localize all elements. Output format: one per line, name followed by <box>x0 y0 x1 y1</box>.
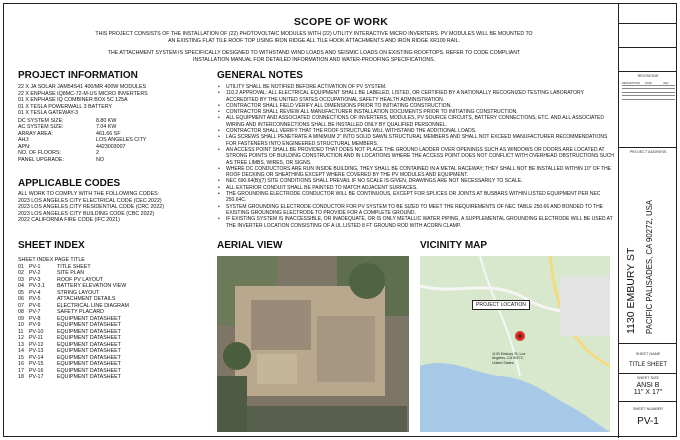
equipment-item: 01 X TESLA GATEWAY-3 <box>18 110 78 116</box>
sheet-index-title: EQUIPMENT DATASHEET <box>57 367 121 374</box>
project-location-callout: PROJECT LOCATION <box>472 300 530 310</box>
sheet-index-code: PV-11 <box>29 335 44 341</box>
code-item: 2023 LOS ANGELES CITY BUILDING CODE (CBC 2022) <box>18 210 155 217</box>
field-value: LOS ANGELES CITY <box>96 137 147 143</box>
sheet-index-number: 01 <box>18 263 24 270</box>
sheet-index-number: 02 <box>18 270 24 276</box>
field-value: 7.04 KW <box>96 124 117 130</box>
sheet-index-code: PV-13 <box>29 348 44 354</box>
pin-label-line-1: 1130 Embury St, Los <box>492 352 526 356</box>
sheet-size-block <box>619 374 677 402</box>
field-value: 461.66 SF <box>96 130 121 137</box>
note-item: • AN ACCESS POINT SHALL BE PROVIDED THAT DOES NOT PLACE THE GROUND LADDER OVER OPENINGS SUCH AS WINDOWS OR DOORS ARE LOCATED AT STRONG POINTS OF BUILDING CONSTRUCTION AND IN LOCATIONS WHERE THE ACCESS POINT DOES NOT CONFLICT WITH OVERHEAD OBSTRUCTIONS SUCH AS TREE LIMBS, WIRES, OR SIGNS. <box>217 147 615 166</box>
vicinity-map <box>420 256 610 432</box>
sheet-index-number: 04 <box>18 283 24 289</box>
sheet-index-number: 18 <box>18 374 24 380</box>
sheet-index-number: 03 <box>18 276 24 283</box>
sheet-index-title: SITE PLAN <box>57 270 85 276</box>
note-item: • LAG SCREWS SHALL PENETRATE A MINIMUM 2" INTO SOLID SAWN STRUCTURAL MEMBERS AND SHALL NOT EXCEED MANUFACTURER RECOMMENDATIONS FOR FASTENERS INTO ENGINEERED STRUCTURAL MEMBERS. <box>217 134 615 147</box>
field-key: DC SYSTEM SIZE: <box>18 117 64 124</box>
sheet-index-number: 13 <box>18 341 24 348</box>
address-line-2: PACIFIC PALISADES, CA 90272, USA <box>645 199 654 334</box>
rev-col-date: DATE <box>645 82 652 85</box>
scope-title: SCOPE OF WORK <box>293 16 389 28</box>
vicinity-map-image <box>420 256 610 432</box>
sheet-index-title: EQUIPMENT DATASHEET <box>57 341 121 348</box>
note-item: • WHERE DC CONDUCTORS ARE RUN INSIDE BUILDING, THEY SHALL BE CONTAINED IN A METAL RACEWAY; THEY SHALL NOT BE INSTALLED WITHIN 10" OF THE ROOF DECKING OR SHEATHING EXCEPT WHERE COVERED BY THE PV MODULES AND EQUIPMENT. <box>217 166 615 179</box>
sheet-index-title: ELECTRICAL LINE DIAGRAM <box>57 302 129 309</box>
general-notes <box>217 70 615 229</box>
equipment-item: 22 X ENPHASE IQ8MC-72-M-US MICRO INVERTERS <box>18 90 148 97</box>
sheet-index-title: ROOF PV LAYOUT <box>57 276 104 283</box>
sheet-index-number: 08 <box>18 309 24 315</box>
note-item: • SYSTEM GROUNDING ELECTRODE CONDUCTOR FOR PV SYSTEM TO BE SIZED TO MEET THE REQUIREMENTS OF NEC TABLE 250.66 AND BONDED TO THE EXISTING GROUNDING ELECTRODE TO PROVIDE FOR A COMPLETE GROUND. <box>217 204 615 217</box>
sheet-index-title: BATTERY ELEVATION VIEW <box>57 283 127 289</box>
sheet-index-code: PV-10 <box>29 328 44 335</box>
sheet-index-number: 17 <box>18 367 24 374</box>
note-item: • CONTRACTOR SHALL FIELD VERIFY ALL DIMENSIONS PRIOR TO INITIATING CONSTRUCTION. <box>217 103 615 109</box>
note-item: • IF EXISTING SYSTEM IS INACCESSIBLE, OR INADEQUATE, OR IS ONLY METALLIC WATER PIPING, A SUPPLEMENTAL GROUNDING ELECTRODE WILL BE USED AT THE INVERTER LOCATION CONSISTING OF A UL LISTED 8 FT GROUND ROD WITH ACORN CLAMP. <box>217 216 615 229</box>
sheet-index-title: SAFETY PLACARD <box>57 309 104 315</box>
sheet-index-code: PV-3 <box>29 276 41 283</box>
sheet-index-number: 11 <box>18 328 24 335</box>
pin-label <box>492 352 525 365</box>
sheet-number-label: SHEET NUMBER <box>632 407 664 411</box>
sheet-index-code: PV-16 <box>29 367 44 374</box>
company-area <box>619 24 677 48</box>
sheet-index-code: PV-7 <box>29 309 41 315</box>
sheet-name: TITLE SHEET <box>628 362 667 368</box>
field-key: APN: <box>18 143 31 150</box>
sheet-index-code: PV-15 <box>29 361 44 367</box>
sheet-index-code: PV-4 <box>29 289 41 296</box>
drawing-sheet <box>3 3 677 437</box>
scope-text <box>94 31 534 63</box>
project-info <box>18 70 208 163</box>
note-item: • 110.2 APPROVAL: ALL ELECTRICAL EQUIPMENT SHALL BE LABELED, LISTED, OR CERTIFIED BY A NATIONALLY RECOGNIZED TESTING LABORATORY ACCREDITED BY THE UNITED STATES OCCUPATIONAL SAFETY HEALTH ADMINISTRATION. <box>217 90 615 103</box>
sheet-index-number: 16 <box>18 361 24 367</box>
vicinity-title: VICINITY MAP <box>420 240 488 251</box>
project-field-row <box>18 157 208 164</box>
sheet-index-code: PV-3.1 <box>29 283 45 289</box>
sheet-index-title: TITLE SHEET <box>57 263 91 270</box>
codes-title: APPLICABLE CODES <box>18 178 121 189</box>
project-fields <box>18 118 208 164</box>
equipment-item: 01 X ENPHASE IQ COMBINER BOX 5C 125A <box>18 97 128 103</box>
sheet-index-number: 07 <box>18 302 24 309</box>
field-key: ARRAY AREA: <box>18 130 53 137</box>
sheet-index-title: SHEET INDEX <box>18 240 85 251</box>
field-key: AHJ: <box>18 137 30 143</box>
sheet-index-title: EQUIPMENT DATASHEET <box>57 322 121 328</box>
rev-col-description: DESCRIPTION <box>622 82 640 85</box>
sheet-index-code: PV-9 <box>29 322 41 328</box>
sheet-index-header: SHEET INDEX PAGE TITLE <box>18 257 85 263</box>
revisions-label: REVISIONS <box>637 74 659 78</box>
note-item: • NEC 690.64(B)(7) SITE CONDITIONS SHALL PREVAIL IF NO SCALE IS GIVEN, DRAWINGS ARE NOT NECESSARILY TO SCALE. <box>217 178 615 184</box>
sheet-name-block <box>619 344 677 374</box>
sheet-index-title: EQUIPMENT DATASHEET <box>57 328 121 335</box>
sheet-index-code: PV-6 <box>29 302 41 309</box>
sheet-index-number: 09 <box>18 315 24 322</box>
code-item: 2022 CALIFORNIA FIRE CODE (IFC 2021) <box>18 217 120 223</box>
sheet-index-number: 06 <box>18 296 24 302</box>
sheet-index-number: 10 <box>18 322 24 328</box>
aerial-title: AERIAL VIEW <box>217 240 283 251</box>
field-key: PANEL UPGRADE: <box>18 156 64 163</box>
code-item: 2023 LOS ANGELES CITY ELECTRICAL CODE (CEC 2022) <box>18 197 162 204</box>
sheet-index-title: EQUIPMENT DATASHEET <box>57 361 121 367</box>
notes-title: GENERAL NOTES <box>217 70 303 81</box>
sheet-index-code: PV-17 <box>29 374 44 380</box>
pin-label-line-3: United States <box>492 360 514 365</box>
sheet-size-label: SHEET SIZE <box>636 376 660 380</box>
sheet-index-title: EQUIPMENT DATASHEET <box>57 348 121 354</box>
notes-list <box>217 84 615 229</box>
note-item: • THE GROUNDING ELECTRODE CONDUCTOR WILL BE CONTINUOUS, EXCEPT FOR SPLICES OR JOINTS AT BUSBARS WITHIN LISTED EQUIPMENT PER NEC 250.64C. <box>217 191 615 204</box>
sheet-index-title: ATTACHMENT DETAILS <box>57 296 116 302</box>
scope-paragraph: THIS PROJECT CONSISTS OF THE INSTALLATION OF (22) PHOTOVOLTAIC MODULES WITH (22) UTILITY INTERACTIVE MICRO INVERTERS. PV MODULES WILL BE MOUNTED TO AN EXISTING FLAT TILE ROOF TOP USING IRON RIDGE ALL TILE HOOK ATTACHMENTS AND IRON RIDGE XR100 RAIL. <box>95 31 533 44</box>
equipment-item: 01 X TESLA POWERWALL 3 BATTERY <box>18 103 113 110</box>
project-address-label: PROJECT ADDRESS <box>629 150 667 154</box>
sheet-index-list <box>18 264 208 381</box>
logo-area <box>619 4 677 24</box>
sheet-index-code: PV-8 <box>29 315 41 322</box>
sheet-index-title: EQUIPMENT DATASHEET <box>57 374 121 380</box>
codes-list <box>18 191 208 224</box>
equipment-list <box>18 84 208 117</box>
sheet-index-code: PV-5 <box>29 296 41 302</box>
sheet-number: PV-1 <box>637 416 659 427</box>
note-item: • ALL EQUIPMENT AND ASSOCIATED CONNECTIONS OF INVERTERS, MODULES, PV SOURCE CIRCUITS, BATTERY CONNECTIONS, ETC. AND ALL ASSOCIATED WIRING AND INTERCONNECTIONS SHALL BE INSTALLED ONLY BY QUALIFIED PERSONNEL. <box>217 115 615 128</box>
sheet-index-number: 05 <box>18 289 24 296</box>
field-key: NO. OF FLOORS: <box>18 150 61 156</box>
field-value: 8.80 KW <box>96 117 117 124</box>
sheet-index <box>18 240 208 381</box>
title-block <box>618 4 678 438</box>
address-line-1: 1130 EMBURY ST <box>625 247 637 334</box>
sheet-index-code: PV-14 <box>29 354 44 361</box>
field-key: AC SYSTEM SIZE: <box>18 124 64 130</box>
code-item: ALL WORK TO COMPLY WITH THE FOLLOWING CODES: <box>18 191 160 197</box>
rev-col-rev: REV <box>663 82 669 85</box>
sheet-index-code: PV-1 <box>29 263 41 270</box>
sheet-index-title: STRING LAYOUT <box>57 289 100 296</box>
project-info-title: PROJECT INFORMATION <box>18 70 138 81</box>
note-item: • CONTRACTOR SHALL REVIEW ALL MANUFACTURER INSTALLATION DOCUMENTS PRIOR TO INITIATING CONSTRUCTION. <box>217 109 615 115</box>
sheet-index-code: PV-2 <box>29 270 41 276</box>
equipment-item: 22 X JA SOLAR JAM54S41 400/MR 400W MODULES <box>18 84 147 90</box>
aerial-photo <box>217 256 409 432</box>
revisions-table <box>622 82 675 100</box>
scope-paragraph-2: THE ATTACHMENT SYSTEM IS SPECIFICALLY DESIGNED TO WITHSTAND WIND LOADS AND SEISMIC LOADS ON EXISTING ROOFTOPS. REFER TO CODE COMPLIANT INSTALLATION MANUAL FOR DETAILED INFORMATION AND WATER-PROOFING SPECIFICATIONS. <box>107 50 521 63</box>
field-value: 4423003007 <box>96 143 126 150</box>
sheet-index-row <box>18 374 208 381</box>
sheet-index-number: 12 <box>18 335 24 341</box>
sheet-number-block <box>619 402 677 438</box>
note-item: • ALL EXTERIOR CONDUIT SHALL BE PAINTED TO MATCH ADJACENT SURFACES. <box>217 185 615 191</box>
field-value: 2 <box>96 150 99 156</box>
sheet-index-title: EQUIPMENT DATASHEET <box>57 315 121 322</box>
note-item: • UTILITY SHALL BE NOTIFIED BEFORE ACTIVATION OF PV SYSTEM. <box>217 84 615 90</box>
applicable-codes <box>18 178 208 224</box>
sheet-index-number: 15 <box>18 354 24 361</box>
field-value: NO <box>96 156 104 163</box>
sheet-index-title: EQUIPMENT DATASHEET <box>57 335 121 341</box>
code-item: 2023 LOS ANGELES CITY RESIDENTIAL CODE (CRC 2022) <box>18 204 165 210</box>
contractor-area <box>619 48 677 72</box>
revisions-block <box>619 72 677 148</box>
sheet-size: ANSI B <box>636 382 660 389</box>
revision-row <box>622 96 675 100</box>
sheet-index-number: 14 <box>18 348 24 354</box>
note-item: • CONTRACTOR SHALL VERIFY THAT THE ROOF STRUCTURE WILL WITHSTAND THE ADDITIONAL LOADS. <box>217 128 615 134</box>
address-block <box>619 148 677 344</box>
aerial-image <box>217 256 409 432</box>
sheet-index-code: PV-12 <box>29 341 44 348</box>
sheet-name-label: SHEET NAME <box>635 352 661 356</box>
sheet-index-title: EQUIPMENT DATASHEET <box>57 354 121 361</box>
pin-label-line-2: Angeles, CA 90272, <box>492 356 524 361</box>
sheet-dimensions: 11" X 17" <box>633 389 663 396</box>
